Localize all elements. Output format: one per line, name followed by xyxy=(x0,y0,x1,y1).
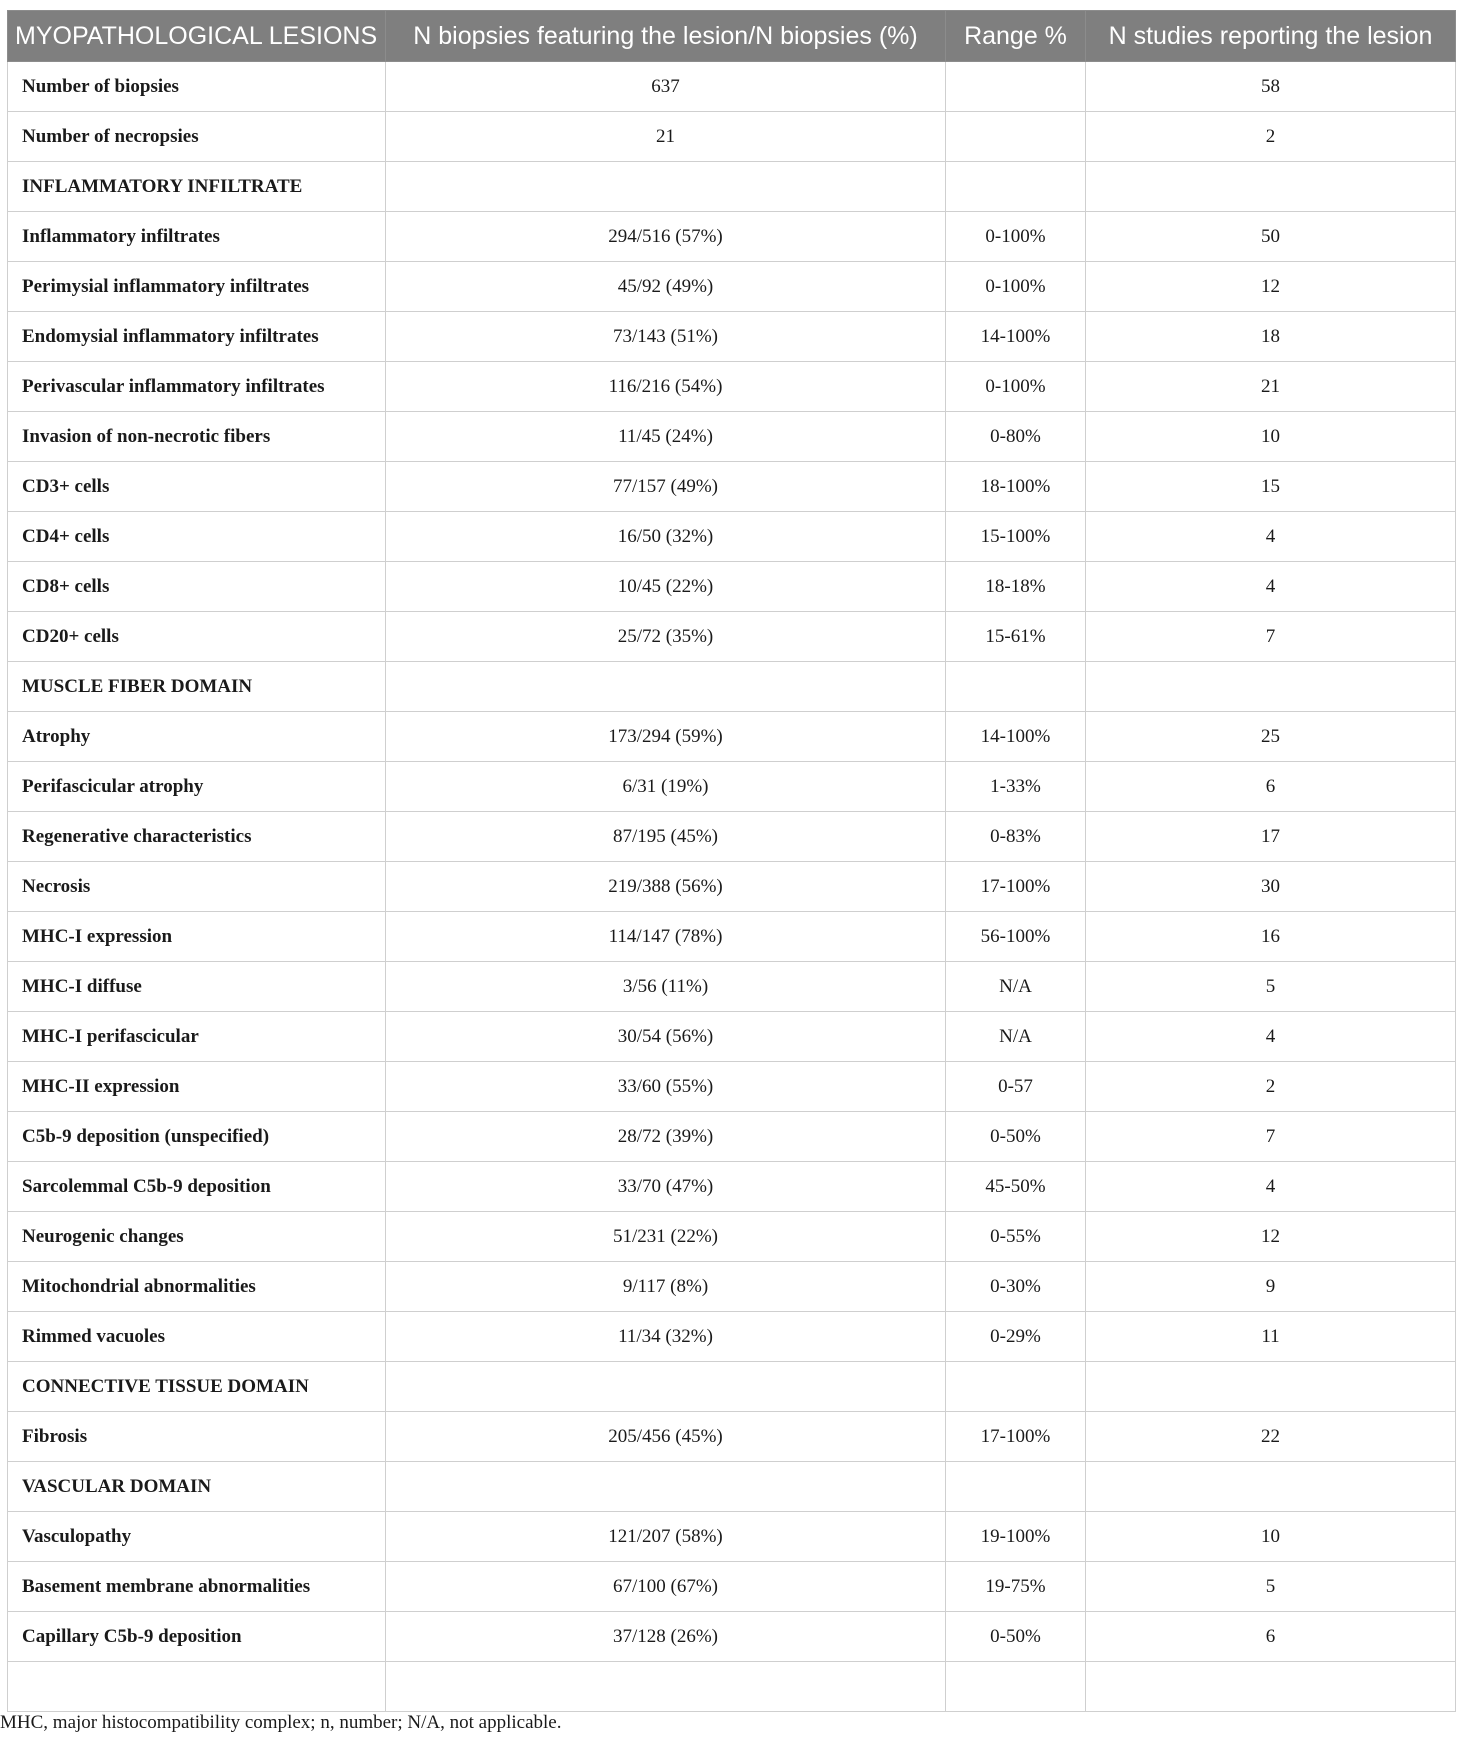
range-cell: 0-29% xyxy=(946,1312,1086,1362)
biopsies-cell: 37/128 (26%) xyxy=(386,1612,946,1662)
studies-cell: 7 xyxy=(1086,1112,1456,1162)
studies-cell: 4 xyxy=(1086,512,1456,562)
table-row xyxy=(8,212,1456,262)
studies-cell: 15 xyxy=(1086,462,1456,512)
studies-cell: 4 xyxy=(1086,1162,1456,1212)
biopsies-cell: 9/117 (8%) xyxy=(386,1262,946,1312)
table-row xyxy=(8,1662,1456,1712)
table-row xyxy=(8,412,1456,462)
lesion-cell: Number of biopsies xyxy=(8,62,386,112)
table-row xyxy=(8,1112,1456,1162)
biopsies-cell: 77/157 (49%) xyxy=(386,462,946,512)
lesions-table xyxy=(7,10,1456,1712)
range-cell xyxy=(946,1662,1086,1712)
biopsies-cell: 30/54 (56%) xyxy=(386,1012,946,1062)
table-row xyxy=(8,1062,1456,1112)
lesion-cell: VASCULAR DOMAIN xyxy=(8,1462,386,1512)
studies-cell: 22 xyxy=(1086,1412,1456,1462)
range-cell xyxy=(946,1462,1086,1512)
range-cell: 17-100% xyxy=(946,1412,1086,1462)
table-row xyxy=(8,612,1456,662)
biopsies-cell: 205/456 (45%) xyxy=(386,1412,946,1462)
biopsies-cell: 10/45 (22%) xyxy=(386,562,946,612)
studies-cell: 16 xyxy=(1086,912,1456,962)
table-row xyxy=(8,912,1456,962)
studies-cell xyxy=(1086,662,1456,712)
table-row xyxy=(8,162,1456,212)
lesion-cell: CD4+ cells xyxy=(8,512,386,562)
studies-cell: 21 xyxy=(1086,362,1456,412)
header-row xyxy=(8,11,1456,62)
studies-cell: 9 xyxy=(1086,1262,1456,1312)
lesion-cell: CD8+ cells xyxy=(8,562,386,612)
biopsies-cell: 45/92 (49%) xyxy=(386,262,946,312)
biopsies-cell xyxy=(386,1662,946,1712)
biopsies-cell: 3/56 (11%) xyxy=(386,962,946,1012)
range-cell: 15-61% xyxy=(946,612,1086,662)
biopsies-cell: 121/207 (58%) xyxy=(386,1512,946,1562)
studies-cell: 4 xyxy=(1086,1012,1456,1062)
lesion-cell: CD3+ cells xyxy=(8,462,386,512)
range-cell: 0-50% xyxy=(946,1612,1086,1662)
range-cell: 56-100% xyxy=(946,912,1086,962)
table-row xyxy=(8,1562,1456,1612)
studies-cell: 5 xyxy=(1086,962,1456,1012)
range-cell: 0-57 xyxy=(946,1062,1086,1112)
table-row xyxy=(8,1412,1456,1462)
range-cell: 18-100% xyxy=(946,462,1086,512)
lesion-cell: MHC-I perifascicular xyxy=(8,1012,386,1062)
lesion-cell: C5b-9 deposition (unspecified) xyxy=(8,1112,386,1162)
table-row xyxy=(8,862,1456,912)
studies-cell: 6 xyxy=(1086,762,1456,812)
lesion-cell: MHC-I expression xyxy=(8,912,386,962)
lesion-cell: Capillary C5b-9 deposition xyxy=(8,1612,386,1662)
lesion-cell: MHC-II expression xyxy=(8,1062,386,1112)
biopsies-cell: 33/60 (55%) xyxy=(386,1062,946,1112)
table-row xyxy=(8,712,1456,762)
range-cell: 17-100% xyxy=(946,862,1086,912)
lesion-cell: Vasculopathy xyxy=(8,1512,386,1562)
table-row xyxy=(8,1262,1456,1312)
studies-cell: 58 xyxy=(1086,62,1456,112)
biopsies-cell: 11/34 (32%) xyxy=(386,1312,946,1362)
range-cell: N/A xyxy=(946,1012,1086,1062)
biopsies-cell: 116/216 (54%) xyxy=(386,362,946,412)
range-cell: 0-55% xyxy=(946,1212,1086,1262)
studies-cell xyxy=(1086,1462,1456,1512)
range-cell xyxy=(946,662,1086,712)
table-row xyxy=(8,762,1456,812)
table-row xyxy=(8,962,1456,1012)
lesion-cell xyxy=(8,1662,386,1712)
range-cell: 19-75% xyxy=(946,1562,1086,1612)
lesion-cell: Regenerative characteristics xyxy=(8,812,386,862)
lesion-cell: Number of necropsies xyxy=(8,112,386,162)
studies-cell xyxy=(1086,1362,1456,1412)
studies-cell: 18 xyxy=(1086,312,1456,362)
table-row xyxy=(8,62,1456,112)
table-row xyxy=(8,1362,1456,1412)
biopsies-cell: 219/388 (56%) xyxy=(386,862,946,912)
table-body xyxy=(8,62,1456,1712)
table-row xyxy=(8,1012,1456,1062)
lesion-cell: Necrosis xyxy=(8,862,386,912)
header-range: Range % xyxy=(946,11,1086,62)
biopsies-cell: 73/143 (51%) xyxy=(386,312,946,362)
biopsies-cell: 25/72 (35%) xyxy=(386,612,946,662)
biopsies-cell: 114/147 (78%) xyxy=(386,912,946,962)
studies-cell: 4 xyxy=(1086,562,1456,612)
studies-cell: 50 xyxy=(1086,212,1456,262)
range-cell: 19-100% xyxy=(946,1512,1086,1562)
biopsies-cell: 16/50 (32%) xyxy=(386,512,946,562)
lesion-cell: INFLAMMATORY INFILTRATE xyxy=(8,162,386,212)
table-row xyxy=(8,112,1456,162)
range-cell xyxy=(946,62,1086,112)
table-row xyxy=(8,312,1456,362)
lesion-cell: Sarcolemmal C5b-9 deposition xyxy=(8,1162,386,1212)
biopsies-cell: 294/516 (57%) xyxy=(386,212,946,262)
biopsies-cell: 87/195 (45%) xyxy=(386,812,946,862)
biopsies-cell xyxy=(386,162,946,212)
lesion-cell: Perimysial inflammatory infiltrates xyxy=(8,262,386,312)
range-cell: 1-33% xyxy=(946,762,1086,812)
studies-cell: 10 xyxy=(1086,412,1456,462)
lesion-cell: Invasion of non-necrotic fibers xyxy=(8,412,386,462)
biopsies-cell: 67/100 (67%) xyxy=(386,1562,946,1612)
range-cell xyxy=(946,1362,1086,1412)
lesion-cell: CD20+ cells xyxy=(8,612,386,662)
lesion-cell: Basement membrane abnormalities xyxy=(8,1562,386,1612)
biopsies-cell: 21 xyxy=(386,112,946,162)
range-cell: 0-100% xyxy=(946,262,1086,312)
biopsies-cell: 6/31 (19%) xyxy=(386,762,946,812)
range-cell: 14-100% xyxy=(946,712,1086,762)
lesion-cell: Perifascicular atrophy xyxy=(8,762,386,812)
range-cell: 15-100% xyxy=(946,512,1086,562)
range-cell: 0-30% xyxy=(946,1262,1086,1312)
biopsies-cell: 51/231 (22%) xyxy=(386,1212,946,1262)
table-footnote: MHC, major histocompatibility complex; n, number; N/A, not applicable. xyxy=(0,1712,562,1733)
studies-cell xyxy=(1086,162,1456,212)
biopsies-cell xyxy=(386,1362,946,1412)
table-row xyxy=(8,462,1456,512)
table-header xyxy=(8,11,1456,62)
range-cell xyxy=(946,112,1086,162)
range-cell: 0-100% xyxy=(946,362,1086,412)
studies-cell: 12 xyxy=(1086,262,1456,312)
table-row xyxy=(8,1312,1456,1362)
studies-cell: 2 xyxy=(1086,1062,1456,1112)
range-cell: N/A xyxy=(946,962,1086,1012)
studies-cell xyxy=(1086,1662,1456,1712)
lesion-cell: Perivascular inflammatory infiltrates xyxy=(8,362,386,412)
studies-cell: 17 xyxy=(1086,812,1456,862)
biopsies-cell: 33/70 (47%) xyxy=(386,1162,946,1212)
biopsies-cell: 28/72 (39%) xyxy=(386,1112,946,1162)
biopsies-cell xyxy=(386,1462,946,1512)
lesion-cell: Endomysial inflammatory infiltrates xyxy=(8,312,386,362)
table-row xyxy=(8,362,1456,412)
table-row xyxy=(8,562,1456,612)
lesion-cell: Rimmed vacuoles xyxy=(8,1312,386,1362)
table-row xyxy=(8,512,1456,562)
lesion-cell: MHC-I diffuse xyxy=(8,962,386,1012)
range-cell: 18-18% xyxy=(946,562,1086,612)
studies-cell: 7 xyxy=(1086,612,1456,662)
header-studies: N studies reporting the lesion xyxy=(1086,11,1456,62)
table-row xyxy=(8,1512,1456,1562)
lesion-cell: Inflammatory infiltrates xyxy=(8,212,386,262)
table-row xyxy=(8,262,1456,312)
studies-cell: 6 xyxy=(1086,1612,1456,1662)
lesion-cell: MUSCLE FIBER DOMAIN xyxy=(8,662,386,712)
table-row xyxy=(8,1162,1456,1212)
table-row xyxy=(8,1462,1456,1512)
header-biopsies: N biopsies featuring the lesion/N biopsies (%) xyxy=(386,11,946,62)
range-cell xyxy=(946,162,1086,212)
biopsies-cell: 173/294 (59%) xyxy=(386,712,946,762)
studies-cell: 12 xyxy=(1086,1212,1456,1262)
lesions-table-container xyxy=(7,10,1455,1712)
studies-cell: 25 xyxy=(1086,712,1456,762)
lesion-cell: Atrophy xyxy=(8,712,386,762)
table-row xyxy=(8,1612,1456,1662)
lesion-cell: Fibrosis xyxy=(8,1412,386,1462)
range-cell: 45-50% xyxy=(946,1162,1086,1212)
range-cell: 0-100% xyxy=(946,212,1086,262)
range-cell: 14-100% xyxy=(946,312,1086,362)
table-row xyxy=(8,1212,1456,1262)
header-lesions: MYOPATHOLOGICAL LESIONS xyxy=(8,11,386,62)
lesion-cell: Neurogenic changes xyxy=(8,1212,386,1262)
lesion-cell: CONNECTIVE TISSUE DOMAIN xyxy=(8,1362,386,1412)
lesion-cell: Mitochondrial abnormalities xyxy=(8,1262,386,1312)
biopsies-cell: 11/45 (24%) xyxy=(386,412,946,462)
range-cell: 0-80% xyxy=(946,412,1086,462)
table-row xyxy=(8,812,1456,862)
biopsies-cell: 637 xyxy=(386,62,946,112)
range-cell: 0-50% xyxy=(946,1112,1086,1162)
studies-cell: 2 xyxy=(1086,112,1456,162)
studies-cell: 5 xyxy=(1086,1562,1456,1612)
studies-cell: 11 xyxy=(1086,1312,1456,1362)
table-row xyxy=(8,662,1456,712)
studies-cell: 10 xyxy=(1086,1512,1456,1562)
biopsies-cell xyxy=(386,662,946,712)
studies-cell: 30 xyxy=(1086,862,1456,912)
range-cell: 0-83% xyxy=(946,812,1086,862)
